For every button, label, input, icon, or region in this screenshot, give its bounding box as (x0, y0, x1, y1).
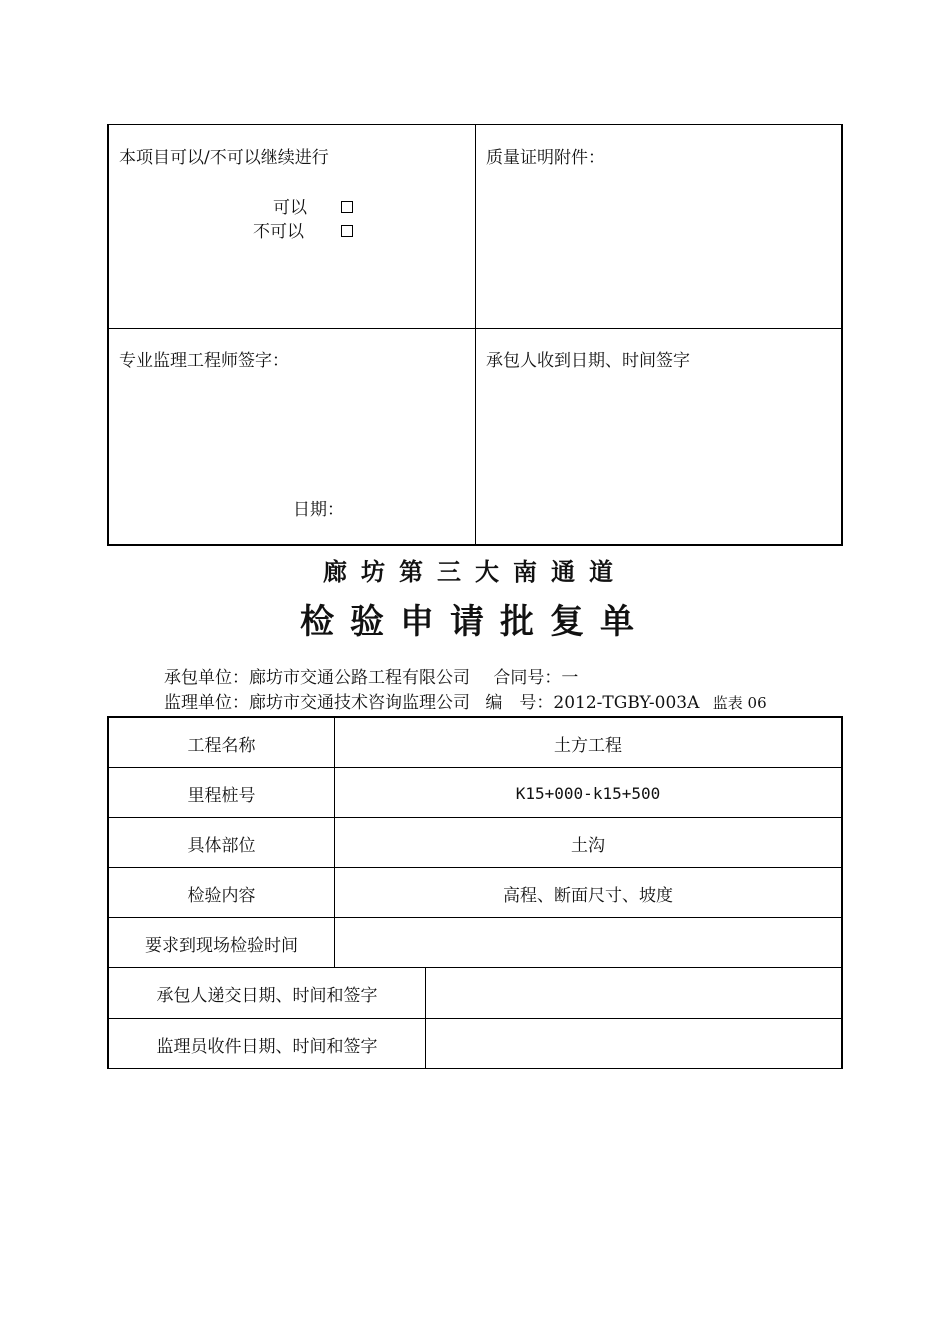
project-title: 廊坊第三大南通道 (323, 557, 627, 586)
form-title: 检验申请批复单 (300, 602, 650, 642)
option-can-label: 可以 (273, 198, 307, 218)
inspection-table (107, 716, 843, 1069)
row-label: 具体部位 (187, 835, 256, 856)
option-can-checkbox[interactable] (341, 201, 353, 213)
row-value: 高程、断面尺寸、坡度 (503, 885, 673, 906)
contractor-unit: 承包单位：廊坊市交通公路工程有限公司 (164, 668, 470, 688)
approval-column-divider (475, 125, 476, 544)
row-label: 要求到现场检验时间 (145, 935, 298, 956)
serial-number: 编 号：2012-TGBY-003A (485, 693, 700, 713)
table-row (109, 918, 841, 968)
contractor-received-label: 承包人收到日期、时间签字 (486, 351, 690, 371)
row-label: 承包人递交日期、时间和签字 (156, 985, 378, 1006)
row-value: K15+000-k15+500 (515, 783, 661, 803)
continue-label: 本项目可以/不可以继续进行 (119, 148, 329, 168)
supervisor-unit: 监理单位：廊坊市交通技术咨询监理公司 (164, 693, 470, 713)
table-row (109, 818, 841, 868)
engineer-sign-label: 专业监理工程师签字： (119, 351, 289, 371)
row-value[interactable] (426, 1019, 841, 1069)
contract-number: 合同号：一 (493, 668, 579, 688)
attachments-label: 质量证明附件： (486, 148, 605, 168)
row-label: 里程桩号 (187, 785, 256, 806)
row-value[interactable] (335, 918, 841, 968)
date-label: 日期： (293, 500, 344, 520)
row-label: 监理员收件日期、时间和签字 (156, 1036, 378, 1057)
table-row (109, 868, 841, 918)
option-cannot-checkbox[interactable] (341, 225, 353, 237)
table-row (109, 1019, 841, 1069)
table-row (109, 718, 841, 768)
form-code: 监表 06 (712, 694, 767, 712)
row-label: 检验内容 (187, 885, 256, 906)
approval-row-divider (109, 328, 841, 329)
contractor-info-line (164, 667, 578, 689)
option-cannot-label: 不可以 (253, 222, 304, 242)
supervisor-info-line (164, 692, 767, 714)
table-row (109, 968, 841, 1018)
row-label: 工程名称 (187, 735, 256, 756)
table-row (109, 768, 841, 818)
row-value: 土沟 (571, 835, 605, 856)
row-value: 土方工程 (554, 735, 622, 756)
approval-box (107, 124, 843, 546)
row-value[interactable] (426, 968, 841, 1018)
